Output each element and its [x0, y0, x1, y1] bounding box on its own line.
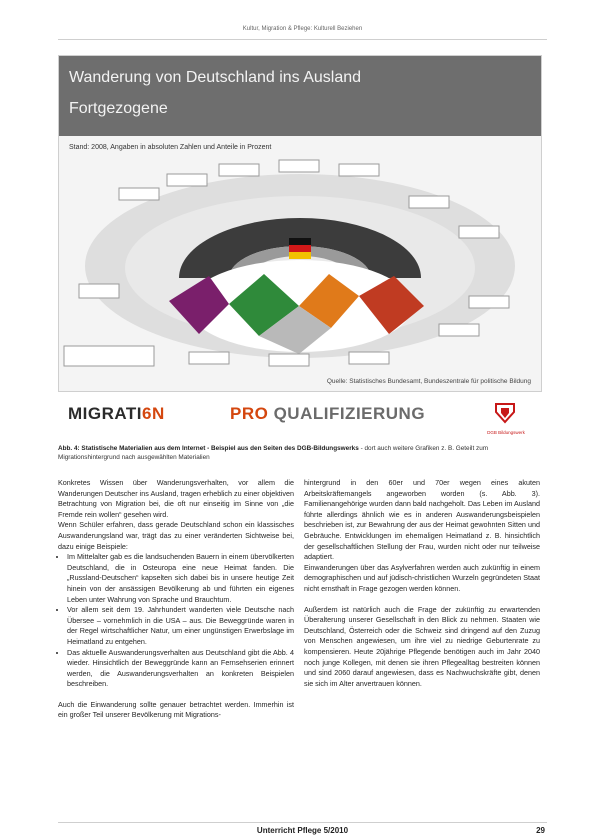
paragraph: hintergrund in den 60er und 70er wegen eines akuten Arbeitskräftemangels angeworben worden (s. Abb. 3). Familienangehörige wurden dann bald nachgeholt. Das Leben im Ausland führte allerdings ähnlich wie es in anderen Auswanderungsbeispielen beschrieben ist, zur Bewahrung der aus der Heimat gewohnten Sitten und Gebräuche. Entwicklungen im ehemaligen Heimatland z. B. hinsichtlich der gesellschaftlichen Stellung der Frau, wurden nicht oder nur teilweise adaptiert.: [304, 478, 540, 562]
migration-logo-mark: 6N: [142, 404, 165, 423]
label-box: [119, 188, 159, 200]
label-box: [167, 174, 207, 186]
paragraph: Einwanderungen über das Asylverfahren werden auch zukünftig in einem demographischen und auf jüdisch-christlichen Wurzeln gegründeten Staat nicht ernsthaft in Frage gezogen werden können.: [304, 562, 540, 593]
label-box: [349, 352, 389, 364]
footer-rule: [58, 822, 547, 823]
list-item: • Das aktuelle Auswanderungsverhalten aus Deutschland gibt die Abb. 4 wieder. Hinsichtlich der Beweggründe kann an Fernsehserien erinnert werden, die Auswanderungsverhalten an konkreten Beispielen beschreiben.: [67, 648, 294, 690]
emigration-infographic: [59, 156, 541, 371]
header-rule: [58, 39, 547, 40]
label-box: [339, 164, 379, 176]
label-box: [189, 352, 229, 364]
figure-subtitle: Fortgezogene: [69, 100, 168, 117]
flag-stripe-red: [289, 245, 311, 252]
label-box: [79, 284, 119, 298]
paragraph: Wenn Schüler erfahren, dass gerade Deutschland schon ein klassisches Auswanderungsland war, trägt das zu einer veränderten Sichtweise bei, dazu einige Beispiele:: [58, 520, 294, 551]
label-box: [409, 196, 449, 208]
figure-title: Wanderung von Deutschland ins Ausland: [69, 69, 362, 86]
body-column-left: [58, 478, 294, 721]
pro-text: PRO: [230, 404, 274, 423]
paragraph-gap: [58, 690, 294, 700]
abb-label: Abb. 4: Statistische Materialien aus dem Internet - Beispiel aus den Seiten des DGB-Bildungswerks: [58, 445, 359, 452]
paragraph: Auch die Einwanderung sollte genauer betrachtet werden. Immerhin ist ein großer Teil unserer Bevölkerung mit Migrations-: [58, 699, 294, 720]
figure-panel: [58, 55, 542, 392]
flag-stripe-gold: [289, 252, 311, 259]
paragraph: Konkretes Wissen über Wanderungsverhalten, vor allem die Wanderungen Deutscher ins Ausland, tragen erheblich zu einer objektiven Betrachtung von Migration bei, die oft nur einseitig im Sinne von „die Fremde rein wollen“ gesehen wird.: [58, 478, 294, 519]
migration-logo: [68, 404, 165, 424]
figure-source: Quelle: Statistisches Bundesamt, Bundeszentrale für politische Bildung: [326, 378, 531, 385]
paragraph-gap: [304, 595, 540, 605]
figure-caption-abb: [58, 444, 543, 462]
migration-logo-text: MIGRATI: [68, 404, 143, 423]
bullet-list: [58, 552, 294, 690]
label-box: [279, 160, 319, 172]
abb-text: - dort auch weitere Grafiken z. B. Geteilt zum Migrationshintergrund nach ausgewählten Materialien: [58, 445, 489, 461]
figure-banner: [59, 56, 541, 136]
dgb-logo-text: DGB Bildungswerk: [487, 430, 525, 435]
figure-caption: Stand: 2008, Angaben in absoluten Zahlen und Anteile in Prozent: [69, 144, 272, 151]
running-header: Kultur, Migration & Pflege: Kulturell Beziehen: [242, 26, 363, 32]
qualifizierung-text: QUALIFIZIERUNG: [273, 404, 426, 423]
page-number: 29: [536, 826, 545, 835]
label-box: [219, 164, 259, 176]
legend-box: [64, 346, 154, 366]
dgb-logo-icon: [490, 398, 520, 428]
list-item: • Im Mittelalter gab es die landsuchenden Bauern in einem übervölkerten Deutschland, die in Osteuropa eine neue Heimat fanden. Die „Russland-Deutschen“ kapselten sich dabei bis in unsere heutige Zeit hinein von der ansässigen Bevölkerung ab und führten ein eigenes Leben unter Wahrung von Sprache und Brauchtum.: [67, 552, 294, 605]
label-box: [469, 296, 509, 308]
label-box: [439, 324, 479, 336]
label-box: [459, 226, 499, 238]
list-item: • Vor allem seit dem 19. Jahrhundert wanderten viele Deutsche nach Übersee – vornehmlich in die USA – aus. Die Beweggründe waren in der Regel wirtschaftlicher Natur, um einer ungünstigen Erwerbslage im Heimatland zu entgehen.: [67, 605, 294, 647]
flag-stripe-black: [289, 238, 311, 245]
label-box: [269, 354, 309, 366]
pro-qualifizierung-logo: [230, 404, 425, 424]
journal-name: Unterricht Pflege 5/2010: [256, 826, 349, 835]
body-column-right: [304, 478, 540, 689]
paragraph: Außerdem ist natürlich auch die Frage der zukünftig zu erwartenden Überalterung unserer Gesellschaft in den Blick zu nehmen. Staaten wie Deutschland, Österreich oder die Schweiz sind dringend auf den Zuzug von Menschen angewiesen, um ihre viel zu niedrige Geburtenrate zu kompensieren. Heute 20jährige Pflegende benötigen auch im Jahr 2040 noch junge Kollegen, mit denen sie ihren Pflegealltag bestreiten können und sind 2060 darauf angewiesen, dass es Nachwuchskräfte gibt, denen sie sich im Alter anvertrauen können.: [304, 604, 540, 688]
